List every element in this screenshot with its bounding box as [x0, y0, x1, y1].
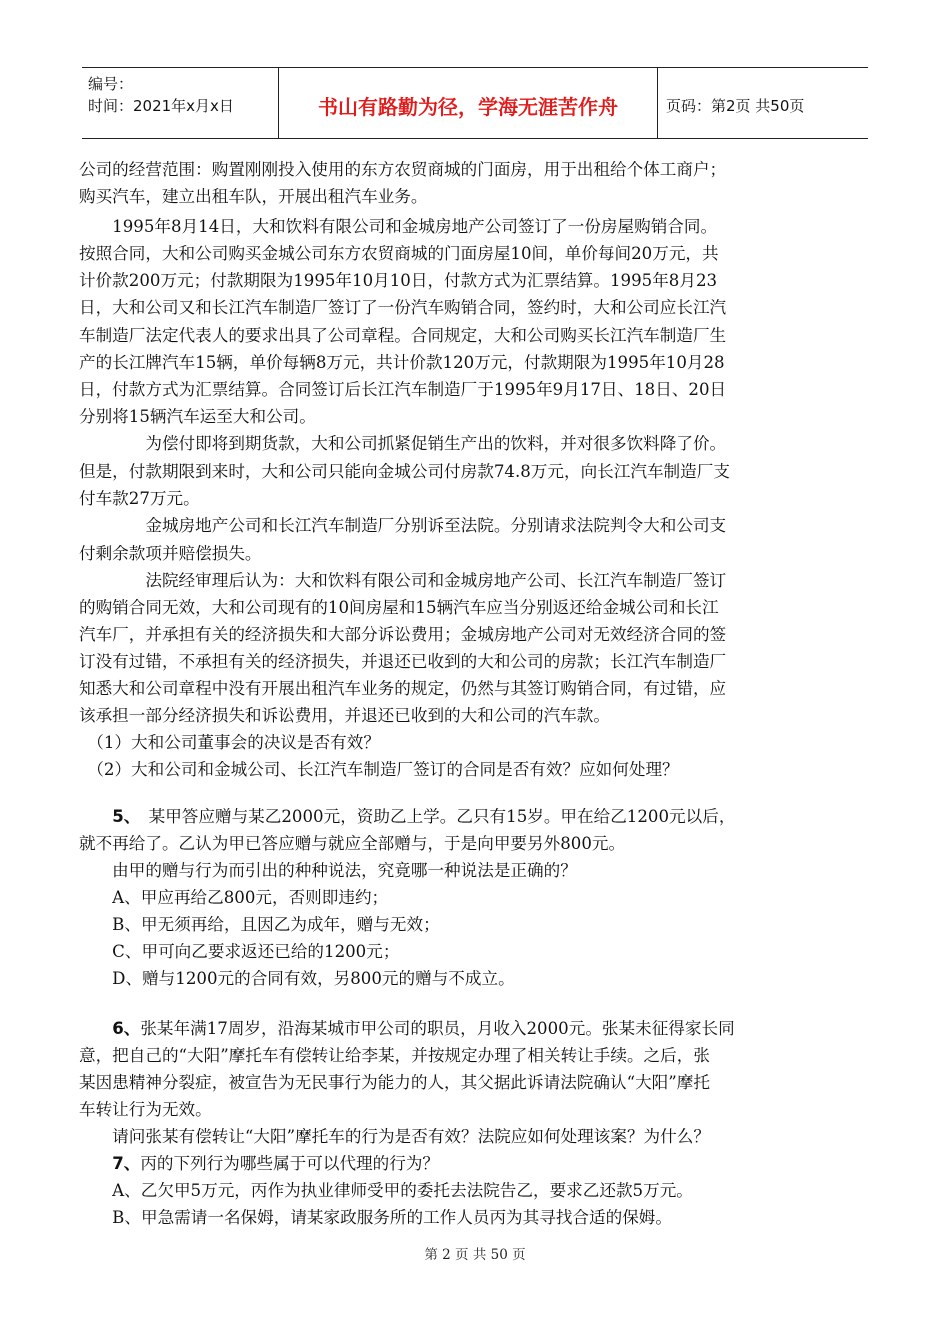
question-number: 6、: [112, 1019, 141, 1038]
date-label: 时间：2021年x月x日: [88, 97, 234, 115]
text-line: 按照合同，大和公司购买金城公司东方农贸商城的门面房屋10间，单价每间20万元，共: [79, 244, 719, 263]
question-7: 7、丙的下列行为哪些属于可以代理的行为？: [112, 1154, 440, 1173]
text-line: 但是，付款期限到来时，大和公司只能向金城公司付房款74.8万元，向长江汽车制造厂支: [79, 462, 730, 481]
text-line: 付剩余款项并赔偿损失。: [79, 544, 262, 563]
header-motto-cell: [278, 68, 658, 138]
option-line: A、甲应再给乙800元，否则即违约；: [79, 888, 389, 907]
text-line: 日，付款方式为汇票结算。合同签订后长江汽车制造厂于1995年9月17日、18日、20日: [79, 380, 727, 399]
text-line: 付车款27万元。: [79, 489, 200, 508]
option-line: B、甲急需请一名保姆，请某家政服务所的工作人员丙为其寻找合适的保姆。: [79, 1208, 672, 1227]
page-footer: 第 2 页 共 50 页: [424, 1247, 526, 1263]
text-line: 请问张某有偿转让“大阳”摩托车的行为是否有效？法院应如何处理该案？为什么？: [79, 1127, 710, 1146]
text-line: 计价款200万元；付款期限为1995年10月10日，付款方式为汇票结算。1995年8月23: [79, 271, 718, 290]
option-line: C、甲可向乙要求返还已给的1200元；: [79, 942, 400, 961]
text-line: 的购销合同无效，大和公司现有的10间房屋和15辆汽车应当分别返还给金城公司和长江: [79, 598, 719, 617]
question-6: 6、张某年满17周岁，沿海某城市甲公司的职员，月收入2000元。张某未征得家长同: [112, 1019, 735, 1038]
text-line: 车转让行为无效。: [79, 1100, 212, 1119]
motto: 书山有路勤为径，学海无涯苦作舟: [318, 95, 618, 119]
text-line: 金城房地产公司和长江汽车制造厂分别诉至法院。分别请求法院判令大和公司支: [79, 516, 727, 535]
page-header: [82, 67, 868, 139]
option-line: B、甲无须再给，且因乙为成年，赠与无效；: [79, 915, 440, 934]
text-line: 法院经审理后认为：大和饮料有限公司和金城房地产公司、长江汽车制造厂签订: [79, 571, 727, 590]
text-line: （2）大和公司和金城公司、长江汽车制造厂签订的合同是否有效？应如何处理？: [79, 760, 679, 779]
text-line: （1）大和公司董事会的决议是否有效？: [79, 733, 380, 752]
text-line: 购买汽车，建立出租车队，开展出租汽车业务。: [79, 187, 428, 206]
text-line: 公司的经营范围：购置刚刚投入使用的东方农贸商城的门面房，用于出租给个体工商户；: [79, 160, 727, 179]
text-line: 车制造厂法定代表人的要求出具了公司章程。合同规定，大和公司购买长江汽车制造厂生: [79, 326, 727, 345]
question-number: 7、: [112, 1154, 141, 1173]
text-line: 1995年8月14日，大和饮料有限公司和金城房地产公司签订了一份房屋购销合同。: [79, 217, 718, 236]
option-line: D、赠与1200元的合同有效，另800元的赠与不成立。: [79, 969, 515, 988]
text-line: 分别将15辆汽车运至大和公司。: [79, 407, 316, 426]
text-line: 汽车厂，并承担有关的经济损失和大部分诉讼费用；金城房地产公司对无效经济合同的签: [79, 625, 727, 644]
question-5: 5、 某甲答应赠与某乙2000元，资助乙上学。乙只有15岁。甲在给乙1200元以后，: [112, 807, 736, 826]
text-line: 知悉大和公司章程中没有开展出租汽车业务的规定，仍然与其签订购销合同，有过错，应: [79, 679, 727, 698]
text-line: 意，把自己的“大阳”摩托车有偿转让给李某，并按规定办理了相关转让手续。之后，张: [79, 1046, 710, 1065]
page-label: 页码：第2页 共50页: [666, 97, 805, 115]
text-line: 订没有过错，不承担有关的经济损失，并退还已收到的大和公司的房款；长江汽车制造厂: [79, 652, 727, 671]
option-line: A、乙欠甲5万元，丙作为执业律师受甲的委托去法院告乙，要求乙还款5万元。: [79, 1181, 693, 1200]
text-line: 由甲的赠与行为而引出的种种说法，究竟哪一种说法是正确的？: [79, 861, 577, 880]
text-line: 为偿付即将到期货款，大和公司抓紧促销生产出的饮料，并对很多饮料降了价。: [79, 434, 727, 453]
text-line: 产的长江牌汽车15辆，单价每辆8万元，共计价款120万元，付款期限为1995年10月28: [79, 353, 725, 372]
text-line: 该承担一部分经济损失和诉讼费用，并退还已收到的大和公司的汽车款。: [79, 706, 610, 725]
text-line: 日，大和公司又和长江汽车制造厂签订了一份汽车购销合同，签约时，大和公司应长江汽: [79, 298, 727, 317]
question-number: 5、: [112, 807, 133, 826]
text-line: 某因患精神分裂症，被宣告为无民事行为能力的人，其父据此诉请法院确认“大阳”摩托: [79, 1073, 710, 1092]
header-meta: [82, 68, 278, 138]
code-label: 编号：: [88, 75, 134, 93]
text-line: 就不再给了。乙认为甲已答应赠与就应全部赠与，于是向甲要另外800元。: [79, 834, 626, 853]
